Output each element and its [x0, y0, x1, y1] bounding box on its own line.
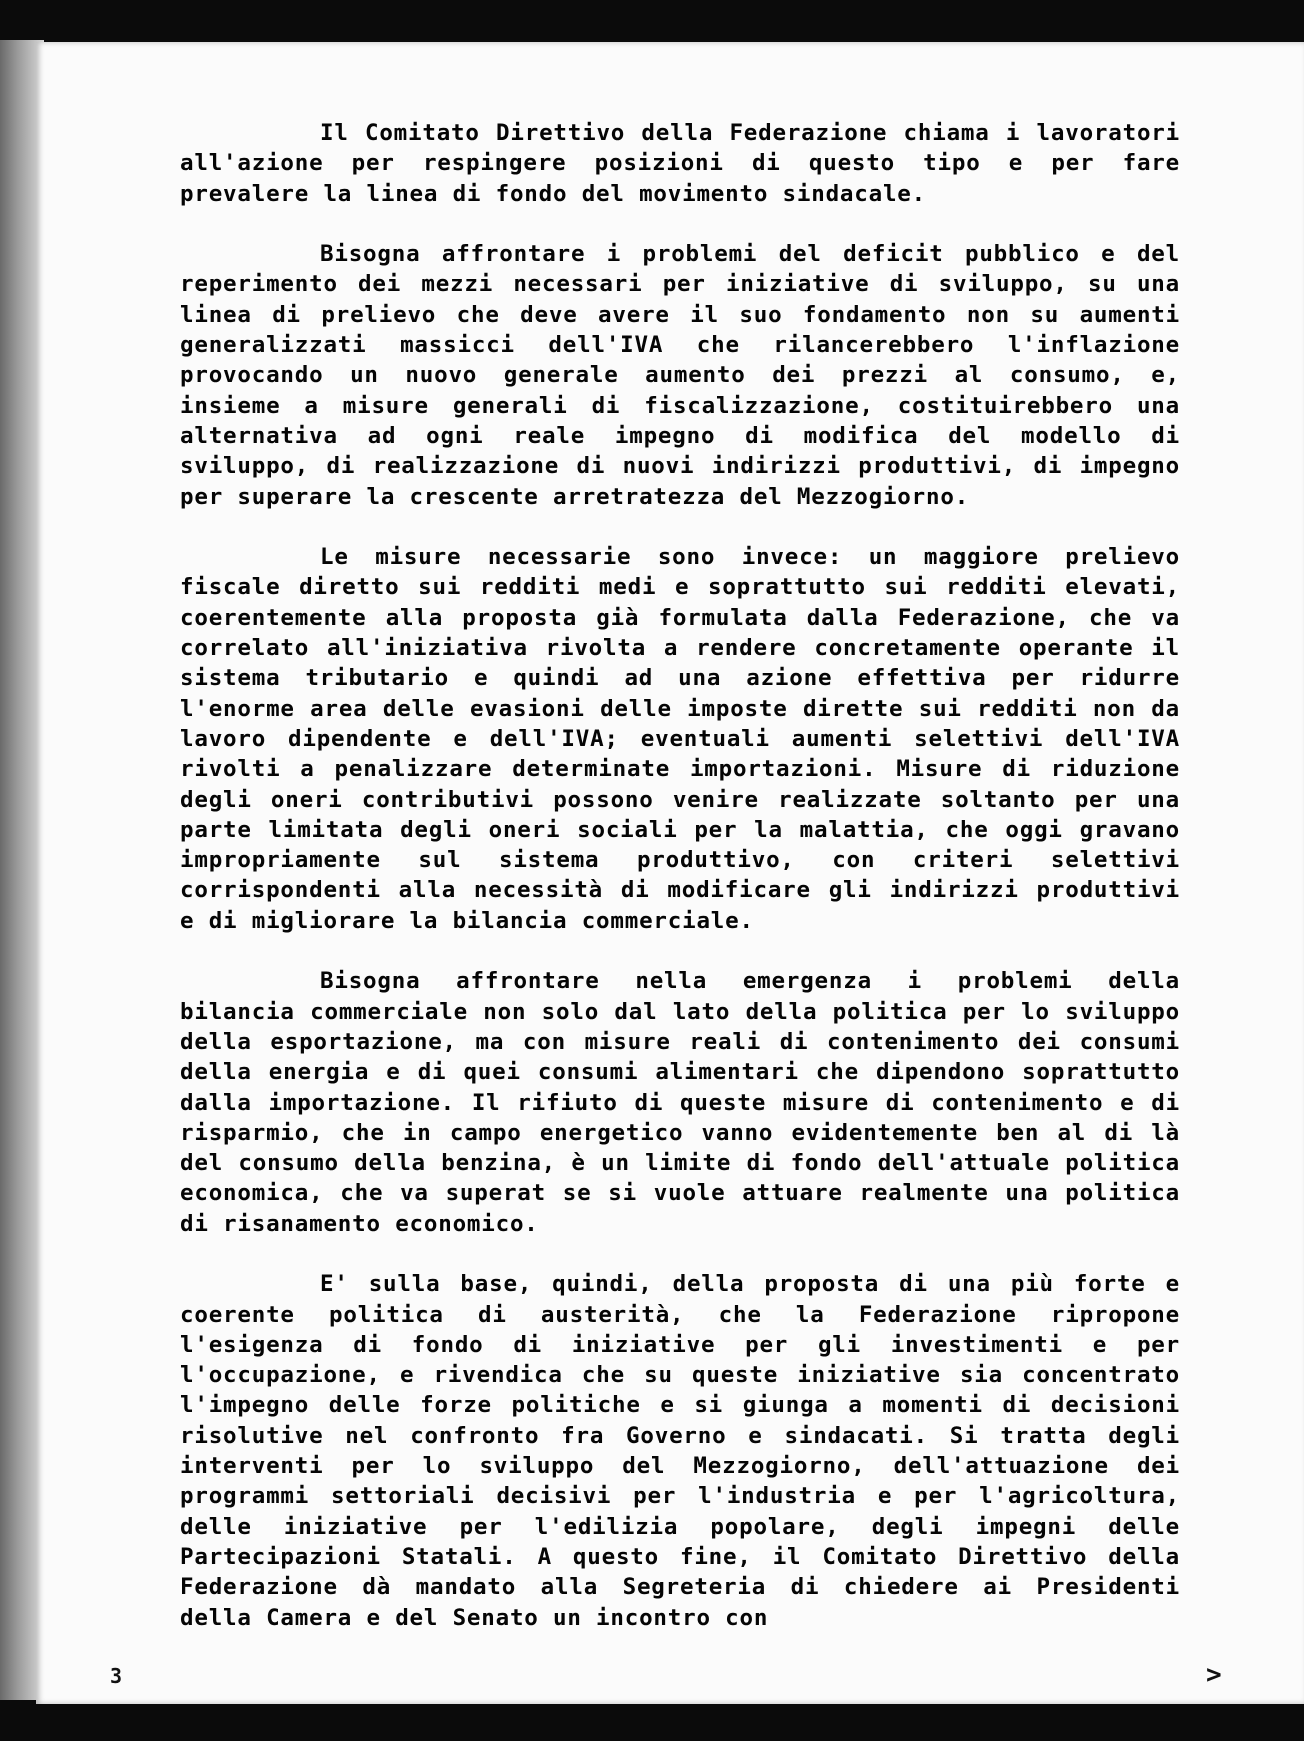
- paragraph-1: Il Comitato Direttivo della Federazione chiama i lavoratori all'azione per respingere posizioni di questo tipo e per fare prevalere la linea di fondo del movimento sindacale.: [180, 120, 1180, 207]
- paragraph-2: Bisogna affrontare i problemi del deficit pubblico e del reperimento dei mezzi necessari per iniziative di sviluppo, su una linea di prelievo che deve avere il suo fondamento non su aumenti generalizzati massicci dell'IVA che rilancerebbero l'inflazione provocando un nuovo generale aumento dei prezzi al consumo, e, insieme a misure generali di fiscalizzazione, costituirebbero una alternativa ad ogni reale impegno di modifica del modello di sviluppo, di realizzazione di nuovi indirizzi produttivi, di impegno per superare la crescente arretratezza del Mezzogiorno.: [180, 241, 1180, 510]
- body-text: [180, 118, 1180, 1633]
- paragraph-3: Le misure necessarie sono invece: un maggiore prelievo fiscale diretto sui redditi medi e soprattutto sui redditi elevati, coerentemente alla proposta già formulata dalla Federazione, che va correlato all'iniziativa rivolta a rendere concretamente operante il sistema tributario e quindi ad una azione effettiva per ridurre l'enorme area delle evasioni delle imposte dirette sui redditi non da lavoro dipendente e dell'IVA; eventuali aumenti selettivi dell'IVA rivolti a penalizzare determinate importazioni. Misure di riduzione degli oneri contributivi possono venire realizzate soltanto per una parte limitata degli oneri sociali per la malattia, che oggi gravano impropriamente sul sistema produttivo, con criteri selettivi corrispondenti alla necessità di modificare gli indirizzi produttivi e di migliorare la bilancia commerciale.: [180, 544, 1180, 934]
- paragraph-4: Bisogna affrontare nella emergenza i problemi della bilancia commerciale non solo dal lato della politica per lo sviluppo della esportazione, ma con misure reali di contenimento dei consumi della energia e di quei consumi alimentari che dipendono soprattutto dalla importazione. Il rifiuto di queste misure di contenimento e di risparmio, che in campo energetico vanno evidentemente ben al di là del consumo della benzina, è un limite di fondo dell'attuale politica economica, che va superat se si vuole attuare realmente una politica di risanamento economico.: [180, 968, 1180, 1237]
- page-number: 3: [110, 1664, 123, 1688]
- document-page: [36, 42, 1304, 1704]
- continuation-arrow-icon: >: [1206, 1660, 1222, 1690]
- paragraph-5: E' sulla base, quindi, della proposta di una più forte e coerente politica di austerità, che la Federazione ripropone l'esigenza di fondo di iniziative per gli investimenti e per l'occupazione, e rivendica che su queste iniziative sia concentrato l'impegno delle forze politiche e si giunga a momenti di decisioni risolutive nel confronto fra Governo e sindacati. Si tratta degli interventi per lo sviluppo del Mezzogiorno, dell'attuazione dei programmi settoriali decisivi per l'industria e per l'agricoltura, delle iniziative per l'edilizia popolare, degli impegni delle Partecipazioni Statali. A questo fine, il Comitato Direttivo della Federazione dà mandato alla Segreteria di chiedere ai Presidenti della Camera e del Senato un incontro con: [180, 1271, 1180, 1631]
